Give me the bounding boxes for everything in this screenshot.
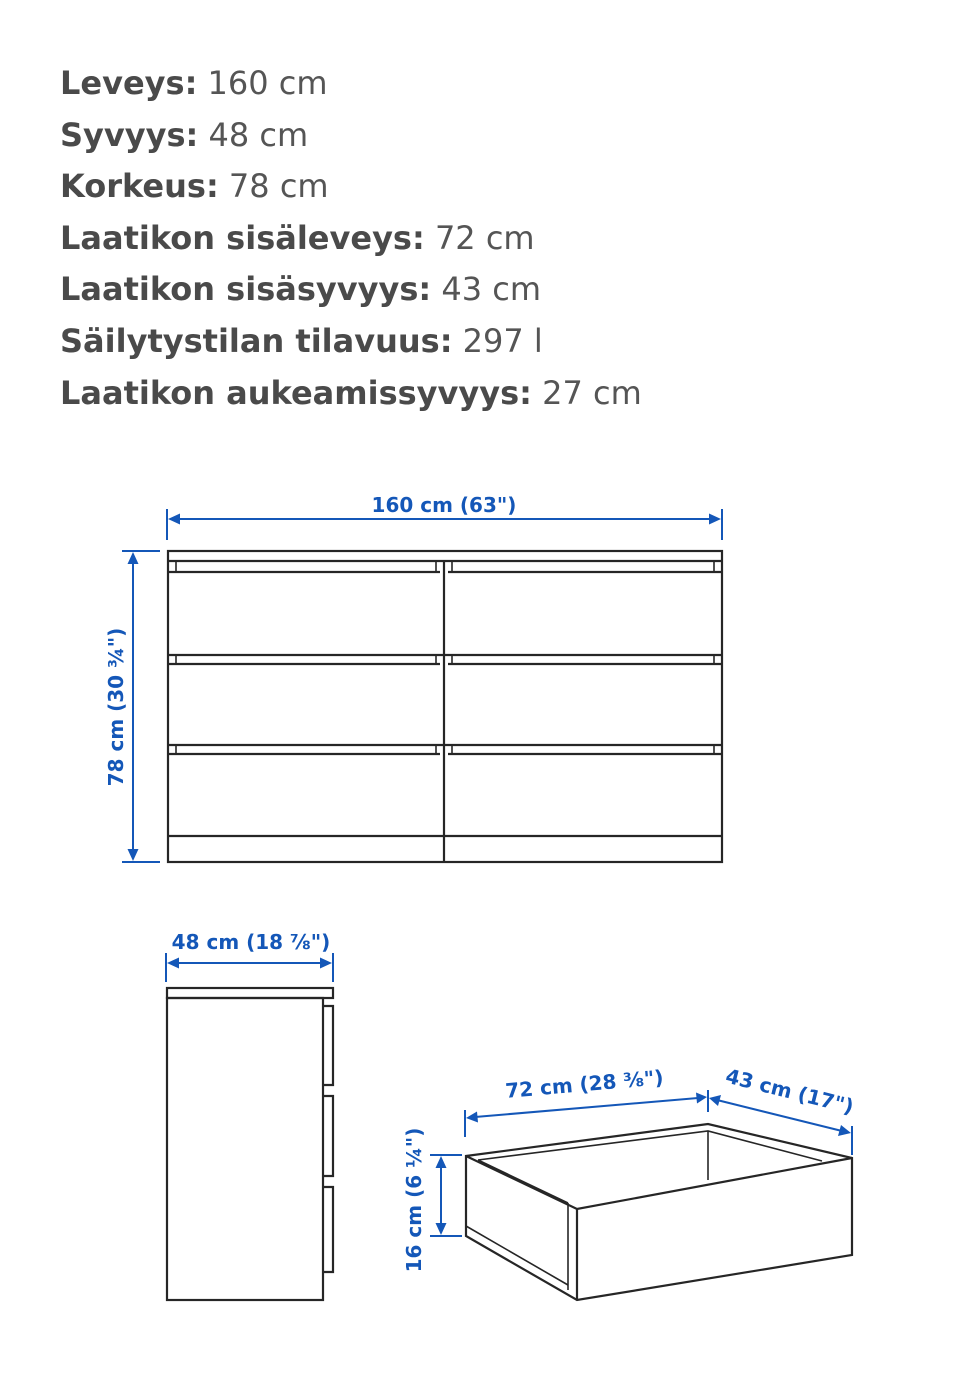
front-view bbox=[104, 493, 722, 862]
dresser-front bbox=[168, 551, 722, 862]
drawer-width-label: 72 cm (28 ⅜") bbox=[504, 1065, 665, 1103]
front-height-label: 78 cm (30 ¾") bbox=[104, 627, 128, 787]
spec-depth: Syvyys: 48 cm bbox=[60, 115, 309, 154]
spec-width: Leveys: 160 cm bbox=[60, 64, 328, 102]
spec-height: Korkeus: 78 cm bbox=[60, 167, 329, 206]
side-depth-label: 48 cm (18 ⅞") bbox=[171, 930, 331, 954]
spec-drawer-opening-depth: Laatikon aukeamissyvyys: 27 cm bbox=[60, 373, 642, 412]
front-height-dimension bbox=[104, 551, 160, 862]
side-depth-dimension bbox=[166, 930, 333, 982]
spec-drawer-inner-width: Laatikon sisäleveys: 72 cm bbox=[60, 218, 535, 257]
side-view bbox=[166, 930, 333, 1300]
dresser-side bbox=[167, 988, 333, 1300]
front-width-dimension bbox=[167, 493, 722, 540]
spec-storage-volume: Säilytystilan tilavuus: 297 l bbox=[60, 321, 543, 360]
drawer-depth-label: 43 cm (17") bbox=[723, 1063, 857, 1119]
front-width-label: 160 cm (63") bbox=[371, 493, 517, 517]
spec-drawer-inner-depth: Laatikon sisäsyvyys: 43 cm bbox=[60, 270, 541, 309]
drawer-width-dimension bbox=[465, 1065, 708, 1137]
drawer-view bbox=[402, 1064, 856, 1300]
drawer-height-dimension bbox=[402, 1128, 462, 1273]
drawer-height-label: 16 cm (6 ¼") bbox=[402, 1127, 426, 1273]
drawer-box bbox=[466, 1124, 852, 1300]
